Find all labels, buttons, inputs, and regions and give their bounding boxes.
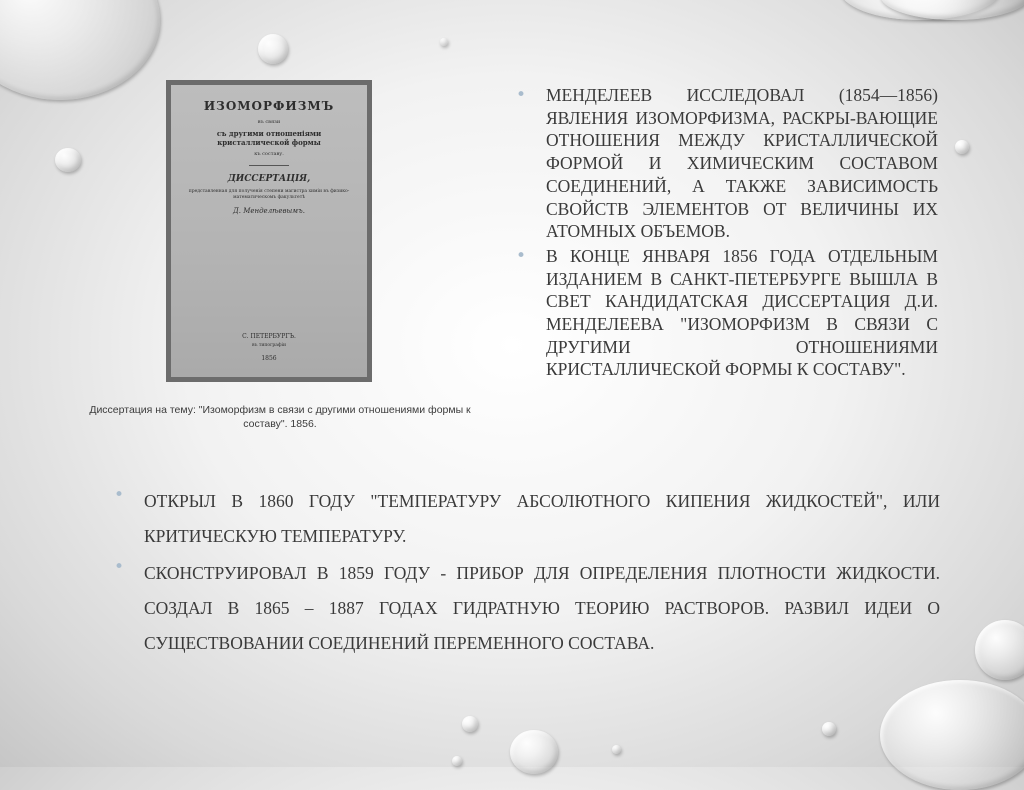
dissertation-title-page-image	[166, 80, 372, 382]
list-item	[512, 84, 938, 243]
book-description: представленная для полученія степени магистра химіи въ физико-математическомъ факультетѣ	[188, 189, 350, 200]
book-line: къ составу.	[254, 151, 284, 157]
book-printer: въ типографіи	[252, 343, 286, 348]
right-bullet-list	[512, 84, 938, 381]
book-title: ИЗОМОРФИЗМЪ	[203, 99, 335, 113]
list-item-text: ОТКРЫЛ В 1860 ГОДУ "ТЕМПЕРАТУРУ АБСОЛЮТНОГО КИПЕНИЯ ЖИДКОСТЕЙ", ИЛИ КРИТИЧЕСКУЮ ТЕМПЕРАТУРУ.	[144, 491, 940, 546]
list-item-text: МЕНДЕЛЕЕВ ИССЛЕДОВАЛ (1854—1856) ЯВЛЕНИЯ ИЗОМОРФИЗМА, РАСКРЫ-ВАЮЩИЕ ОТНОШЕНИЯ МЕЖДУ КРИСТАЛЛИЧЕСКОЙ ФОРМОЙ И ХИМИЧЕСКИМ СОСТАВОМ СОЕДИНЕНИЙ, А ТАКЖЕ ЗАВИСИМОСТЬ СВОЙСТВ ЭЛЕМЕНТОВ ОТ ВЕЛИЧИНЫ ИХ АТОМНЫХ ОБЪЕМОВ.	[546, 85, 938, 242]
water-drop-decoration	[612, 745, 621, 754]
book-city: С. ПЕТЕРБУРГЪ.	[242, 333, 296, 340]
book-year: 1856	[261, 355, 277, 362]
bullet-icon: •	[516, 85, 527, 105]
bullet-icon: •	[114, 485, 125, 505]
book-line: съ другими отношеніями кристаллической формы	[216, 129, 322, 147]
book-line: въ связи	[257, 119, 281, 125]
list-item	[110, 484, 940, 554]
water-drop-decoration	[822, 722, 836, 736]
book-author: Д. Менделѣевымъ.	[233, 207, 305, 215]
water-drop-decoration	[462, 716, 478, 732]
book-divider	[249, 165, 289, 166]
water-drop-decoration	[0, 0, 160, 100]
image-caption: Диссертация на тему: "Изоморфизм в связи с другими отношениями формы к составу". 1856.	[89, 404, 471, 430]
bottom-bullet-list	[110, 484, 940, 661]
water-drop-decoration	[955, 140, 969, 154]
water-drop-decoration	[440, 38, 448, 46]
list-item-text: В КОНЦЕ ЯНВАРЯ 1856 ГОДА ОТДЕЛЬНЫМ ИЗДАНИЕМ В САНКТ-ПЕТЕРБУРГЕ ВЫШЛА В СВЕТ КАНДИДАТСКАЯ ДИССЕРТАЦИЯ Д.И. МЕНДЕЛЕЕВА "ИЗОМОРФИЗМ В СВЯЗИ С ДРУГИМИ ОТНОШЕНИЯМИ КРИСТАЛЛИЧЕСКОЙ ФОРМЫ К СОСТАВУ".	[546, 245, 938, 380]
list-item-text: СКОНСТРУИРОВАЛ В 1859 ГОДУ - ПРИБОР ДЛЯ ОПРЕДЕЛЕНИЯ ПЛОТНОСТИ ЖИДКОСТИ. СОЗДАЛ В 1865 – 1887 ГОДАХ ГИДРАТНУЮ ТЕОРИЮ РАСТВОРОВ. РАЗВИЛ ИДЕИ О СУЩЕСТВОВАНИИ СОЕДИНЕНИЙ ПЕРЕМЕННОГО СОСТАВА.	[144, 563, 940, 653]
water-drop-decoration	[510, 730, 558, 774]
water-drop-decoration	[258, 34, 288, 64]
bullet-icon: •	[114, 557, 125, 577]
list-item	[512, 245, 938, 381]
list-item	[110, 556, 940, 661]
book-subtitle: ДИССЕРТАЦІЯ,	[227, 174, 311, 184]
bullet-icon: •	[516, 245, 527, 266]
water-drop-decoration	[452, 756, 462, 766]
water-drop-decoration	[55, 148, 81, 172]
dissertation-cover	[171, 85, 367, 377]
water-drop-decoration	[880, 680, 1024, 790]
water-drop-decoration	[975, 620, 1024, 680]
